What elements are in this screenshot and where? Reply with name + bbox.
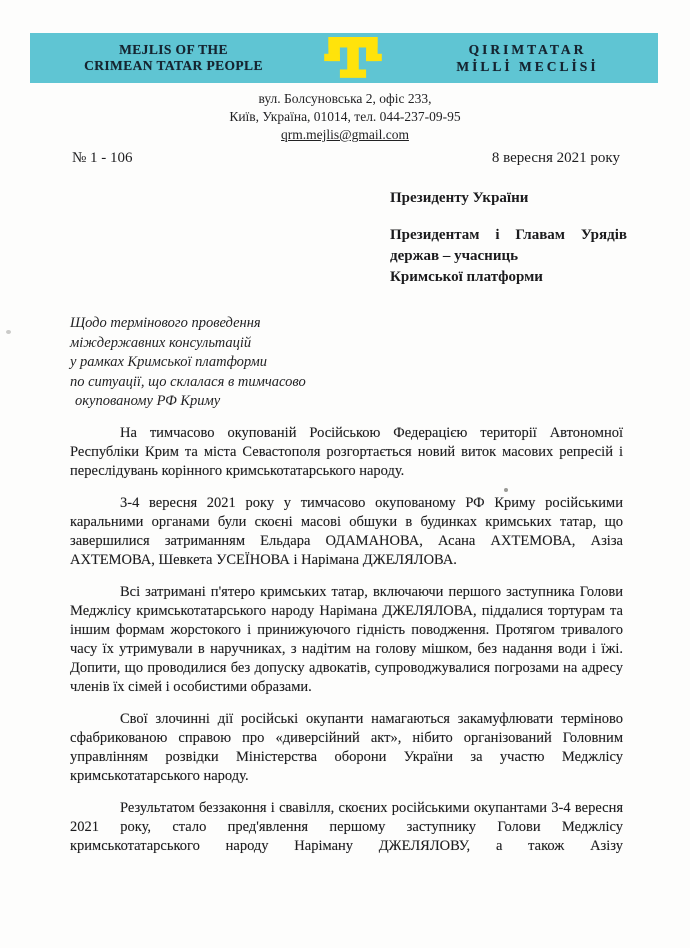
subject-line: окупованому РФ Криму bbox=[75, 393, 221, 409]
subject-line: міждержавних консультацій bbox=[70, 334, 252, 351]
subject-line: по ситуації, що склалася в тимчасово bbox=[70, 373, 306, 390]
body-paragraph-3: Всі затримані п'ятеро кримських татар, включаючи першого заступника Голови Меджлісу кримськотатарського народу Нарімана ДЖЕЛЯЛОВА, піддалися тортурам та іншим формам жорстокого і принижуючого гідність поводження. Протягом тривалого часу їх утримували в наручниках, з надітим на голову мішком, без надання води і їжі. Допити, що проводилися без допуску адвокатів, супроводжувалися погрозами на адресу членів їх сімей і особистими образами. bbox=[70, 584, 623, 695]
addressee-line3: держав – учасниць bbox=[390, 248, 519, 264]
scan-speck bbox=[6, 330, 11, 334]
body-paragraph-1: На тимчасово окупованій Російською Федерацією території Автономної Республіки Крим та міста Севастополя розгортається новий виток масових репресій і переслідувань корінного кримськотатарського народу. bbox=[70, 425, 623, 479]
letterhead-band bbox=[30, 33, 658, 83]
reference-number: № 1 - 106 bbox=[72, 150, 133, 166]
body-paragraph-2: 3-4 вересня 2021 року у тимчасово окупованому РФ Криму російськими каральними органами були скоєні масові обшуки в будинках кримських татар, що завершилися затриманням Ельдара ОДАМАНОВА, Асана АХТЕМОВА, Азіза АХТЕМОВА, Шевкета УСЕЇНОВА і Нарімана ДЖЕЛЯЛОВА. bbox=[70, 495, 623, 568]
scan-speck bbox=[504, 488, 508, 492]
subject-line: Щодо термінового проведення bbox=[70, 315, 261, 331]
letter-body bbox=[70, 424, 623, 869]
addressee-president: Президенту України bbox=[390, 190, 529, 206]
addressee-line4: Кримської платформи bbox=[390, 269, 543, 285]
letter-date: 8 вересня 2021 року bbox=[491, 150, 620, 166]
body-paragraph-5: Результатом беззаконня і свавілля, скоєних російськими окупантами 3-4 вересня 2021 року, стало пред'явлення першому заступнику Голови Меджлісу кримськотатарського народу Наріману ДЖЕЛЯЛОВУ, а також Азізу bbox=[70, 800, 623, 854]
org-name-crimean-tatar-line1: QIRIMTATAR bbox=[468, 42, 587, 57]
body-paragraph-4: Свої злочинні дії російські окупанти намагаються закамуфлювати терміново сфабрикованою справою про «диверсійний акт», нібито організований Головним управлінням розвідки Міністерства оборони України за участю Меджлісу кримськотатарського народу. bbox=[70, 711, 623, 784]
org-name-crimean-tatar-line2: MİLLİ MECLİSİ bbox=[456, 59, 599, 74]
addressee-line2: Президентам і Главам Урядів bbox=[390, 227, 627, 243]
org-name-english-line2: CRIMEAN TATAR PEOPLE bbox=[84, 58, 263, 73]
org-name-english-line1: MEJLIS OF THE bbox=[119, 41, 228, 57]
address-street: вул. Болсуновська 2, офіс 233, bbox=[258, 91, 432, 106]
letterhead-address bbox=[0, 90, 690, 144]
addressee-platform-states bbox=[390, 225, 627, 288]
org-name-english bbox=[56, 42, 291, 75]
address-city-phone: Київ, Україна, 01014, тел. 044-237-09-95 bbox=[229, 109, 461, 124]
org-name-crimean-tatar bbox=[415, 41, 640, 75]
reference-row bbox=[72, 150, 620, 167]
subject-block bbox=[70, 314, 400, 412]
subject-line: у рамках Кримської платформи bbox=[70, 354, 267, 370]
addressee-block bbox=[390, 187, 627, 288]
email-link: qrm.mejlis@gmail.com bbox=[281, 127, 409, 142]
tarak-tamga-icon bbox=[324, 37, 382, 81]
